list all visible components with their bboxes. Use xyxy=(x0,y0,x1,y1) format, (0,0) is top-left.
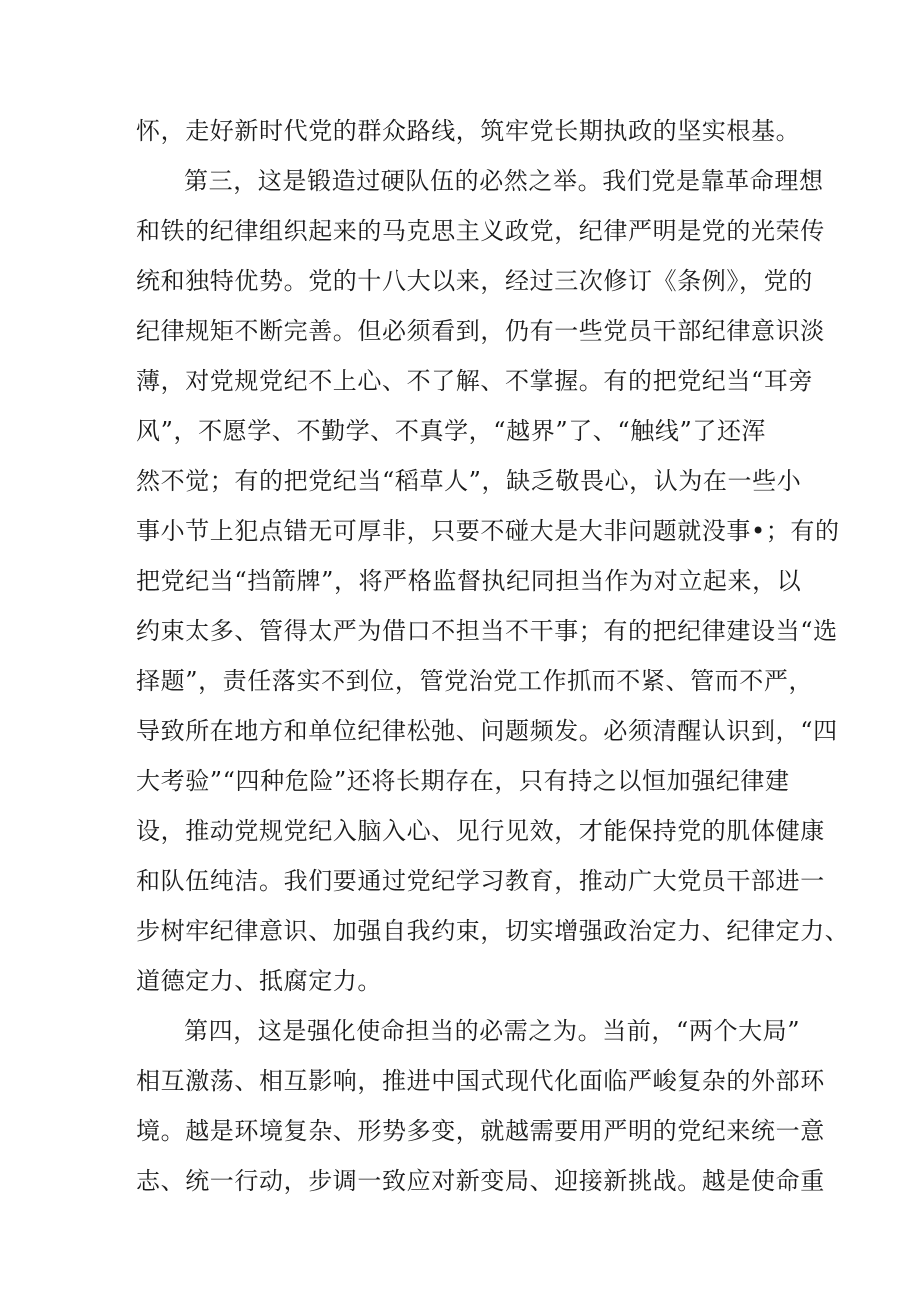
text-line: 纪律规矩不断完善。但必须看到，仍有一些党员干部纪律意识淡 xyxy=(136,317,825,345)
text-line: 设，推动党规党纪入脑入心、见行见效，才能保持党的肌体健康 xyxy=(136,817,825,845)
text-line: 把党纪当“挡箭牌”，将严格监督执纪同担当作为对立起来，以 xyxy=(136,567,802,595)
text-line: 择题”，责任落实不到位，管党治党工作抓而不紧、管而不严， xyxy=(136,667,814,695)
text-line: 志、统一行动，步调一致应对新变局、迎接新挑战。越是使命重 xyxy=(136,1167,825,1195)
text-line: 风”，不愿学、不勤学、不真学，“越界”了、“触线”了还浑 xyxy=(136,417,767,445)
text-line: 怀，走好新时代党的群众路线，筑牢党长期执政的坚实根基。 xyxy=(136,117,801,145)
paragraph-start-line: 第三，这是锻造过硬队伍的必然之举。我们党是靠革命理想 xyxy=(184,167,824,195)
text-line: 和队伍纯洁。我们要通过党纪学习教育，推动广大党员干部进一 xyxy=(136,867,825,895)
text-line: 相互激荡、相互影响，推进中国式现代化面临严峻复杂的外部环 xyxy=(136,1067,825,1095)
text-line: 步树牢纪律意识、加强自我约束，切实增强政治定力、纪律定力、 xyxy=(136,917,850,945)
text-line: 大考验”“四种危险”还将长期存在，只有持之以恒加强纪律建 xyxy=(136,767,790,795)
text-line: 薄，对党规党纪不上心、不了解、不掌握。有的把党纪当“耳旁 xyxy=(136,367,814,395)
text-line: 和铁的纪律组织起来的马克思主义政党，纪律严明是党的光荣传 xyxy=(136,217,825,245)
text-line: 然不觉；有的把党纪当“稻草人”，缺乏敬畏心，认为在一些小 xyxy=(136,467,802,495)
text-line: 境。越是环境复杂、形势多变，就越需要用严明的党纪来统一意 xyxy=(136,1117,825,1145)
paragraph-start-line: 第四，这是强化使命担当的必需之为。当前，“两个大局” xyxy=(184,1017,801,1045)
text-line: 统和独特优势。党的十八大以来，经过三次修订《条例》，党的 xyxy=(136,267,813,295)
text-line: 约束太多、管得太严为借口不担当不干事；有的把纪律建设当“选 xyxy=(136,617,838,645)
text-line: 道德定力、抵腐定力。 xyxy=(136,967,382,995)
text-line: 导致所在地方和单位纪律松弛、问题频发。必须清醒认识到，“四 xyxy=(136,717,838,745)
text-line: 事小节上犯点错无可厚非，只要不碰大是大非问题就没事•；有的 xyxy=(136,517,840,545)
